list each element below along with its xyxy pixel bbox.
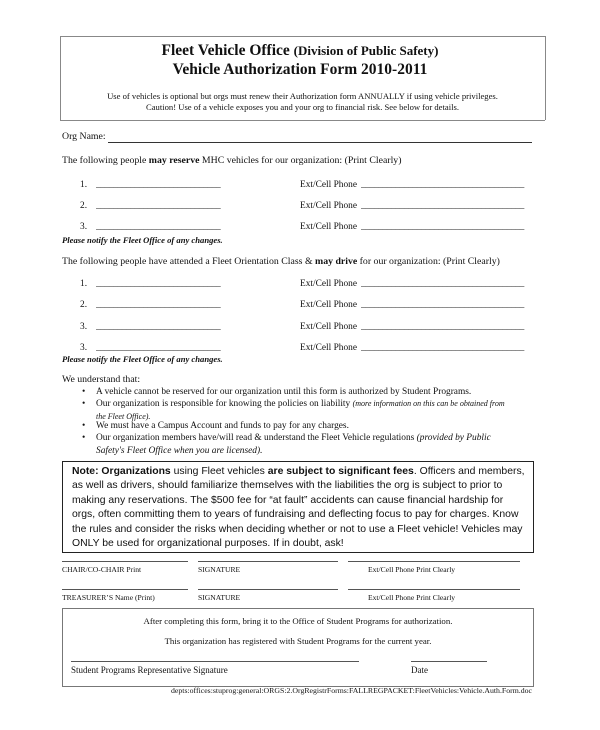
bullet-4-text: Our organization members have/will read & understand the Fleet Vehicle regulations: [96, 433, 417, 443]
drive-phone-label-3: Ext/Cell Phone: [300, 322, 358, 332]
reserve-phone-field-1[interactable]: ______________________________________: [361, 180, 524, 190]
reserve-lead-pre: The following people: [62, 155, 149, 166]
rep-signature-label: Student Programs Representative Signature: [71, 665, 228, 675]
drive-name-field-3[interactable]: _____________________________: [96, 322, 221, 332]
date-field[interactable]: [411, 661, 487, 662]
bullet-4-italic: (provided by Public Safety's Fleet Office when you are licensed).: [96, 433, 491, 456]
reserve-phone-label-3: Ext/Cell Phone: [300, 222, 358, 232]
reserve-name-field-1[interactable]: _____________________________: [96, 180, 221, 190]
reserve-notice: Please notify the Fleet Office of any changes.: [62, 235, 223, 245]
bullet-icon: •: [82, 421, 86, 431]
chair-print-label: CHAIR/CO-CHAIR Print: [62, 565, 142, 574]
org-name-field[interactable]: [108, 142, 532, 143]
reserve-name-field-2[interactable]: _____________________________: [96, 201, 221, 211]
rep-signature-field[interactable]: [71, 661, 359, 662]
reserve-num-3: 3.: [80, 222, 88, 232]
bullet-icon: •: [82, 399, 86, 409]
treasurer-phone-field[interactable]: [348, 589, 520, 590]
reserve-num-1: 1.: [80, 180, 88, 190]
understand-lead: We understand that:: [62, 374, 141, 385]
reserve-phone-field-2[interactable]: ______________________________________: [361, 201, 524, 211]
bullet-icon: •: [82, 433, 86, 443]
treasurer-signature-field[interactable]: [198, 589, 338, 590]
title-sub: (Division of Public Safety): [293, 43, 439, 58]
form-title: [0, 42, 600, 60]
intro-line-1: Use of vehicles is optional but orgs must renew their Authorization form ANNUALLY if using vehicle privileges.: [107, 91, 498, 101]
authorization-box: [62, 608, 534, 687]
drive-num-3-extra: 3.: [80, 343, 88, 353]
drive-intro: [62, 256, 500, 267]
fees-note-text: [72, 465, 528, 551]
understand-bullet-1: [82, 386, 536, 399]
bullet-3-text: We must have a Campus Account and funds to pay for any charges.: [96, 421, 349, 431]
chair-phone-field[interactable]: [348, 561, 520, 562]
reserve-name-field-3[interactable]: _____________________________: [96, 222, 221, 232]
drive-phone-label-4: Ext/Cell Phone: [300, 343, 358, 353]
drive-lead-post: for our organization: (Print Clearly): [357, 256, 500, 267]
drive-phone-field-3[interactable]: ______________________________________: [361, 322, 524, 332]
reserve-phone-field-3[interactable]: ______________________________________: [361, 222, 524, 232]
reserve-phone-label-2: Ext/Cell Phone: [300, 201, 358, 211]
drive-notice: Please notify the Fleet Office of any changes.: [62, 354, 223, 364]
drive-phone-field-2[interactable]: ______________________________________: [361, 300, 524, 310]
fees-note-box: [62, 461, 534, 553]
note-text-1: using Fleet vehicles: [170, 466, 268, 477]
drive-phone-field-1[interactable]: ______________________________________: [361, 279, 524, 289]
title-main: Fleet Vehicle Office: [161, 42, 290, 59]
reserve-num-2: 2.: [80, 201, 88, 211]
drive-lead-pre: The following people have attended a Fleet Orientation Class &: [62, 256, 316, 267]
drive-phone-field-4[interactable]: ______________________________________: [361, 343, 524, 353]
bullet-1-text: A vehicle cannot be reserved for our organization until this form is authorized by Student Programs.: [96, 387, 472, 397]
drive-name-field-4[interactable]: _____________________________: [96, 343, 221, 353]
chair-print-field[interactable]: [62, 561, 188, 562]
drive-name-field-1[interactable]: _____________________________: [96, 279, 221, 289]
header-frame-top: [60, 36, 545, 37]
treasurer-signature-label: SIGNATURE: [198, 593, 241, 602]
understand-bullet-3: [82, 420, 536, 433]
reserve-phone-label-1: Ext/Cell Phone: [300, 180, 358, 190]
drive-name-field-2[interactable]: _____________________________: [96, 300, 221, 310]
completion-line-1: After completing this form, bring it to the Office of Student Programs for authorization.: [143, 616, 453, 626]
reserve-lead-bold: may reserve: [148, 155, 200, 166]
treasurer-print-field[interactable]: [62, 589, 188, 590]
chair-phone-label: Ext/Cell Phone Print Clearly: [368, 565, 456, 574]
date-label: Date: [411, 665, 428, 675]
drive-num-1: 1.: [80, 279, 88, 289]
note-text-2: . Officers and members, as well as drivers, should familiarize themselves with the liabilities the org is subject to prior to making any reservations. The $500 fee for “at fault” accidents can cause financial hardship for orgs, often committing them to years of fundraising and deflecting focus to pay for charges. Know the rules and consider the risks when deciding whether or not to use a Fleet vehicle! Vehicles may ONLY be used for organizational purposes. If in doubt, ask!: [72, 466, 525, 550]
reserve-intro: [62, 155, 401, 166]
understand-bullet-4: [82, 432, 516, 457]
intro-text: [70, 91, 535, 113]
org-name-label: Org Name:: [62, 131, 106, 142]
note-bold-1: Note: Organizations: [72, 466, 171, 477]
header-divider: [60, 120, 545, 121]
completion-line-2: This organization has registered with Student Programs for the current year.: [164, 636, 432, 646]
reserve-lead-post: MHC vehicles for our organization: (Print Clearly): [199, 155, 402, 166]
drive-phone-label-1: Ext/Cell Phone: [300, 279, 358, 289]
drive-phone-label-2: Ext/Cell Phone: [300, 300, 358, 310]
bullet-2-text: Our organization is responsible for knowing the policies on liability: [96, 399, 353, 409]
treasurer-phone-label: Ext/Cell Phone Print Clearly: [368, 593, 456, 602]
treasurer-print-label: TREASURER’S Name (Print): [62, 593, 155, 602]
bullet-icon: •: [82, 387, 86, 397]
bullet-2-italic: (more information on this can be obtained from the Fleet Office).: [96, 399, 505, 421]
note-bold-2: are subject to significant fees: [267, 466, 414, 477]
chair-signature-field[interactable]: [198, 561, 338, 562]
form-subtitle: Vehicle Authorization Form 2010-2011: [172, 61, 428, 78]
drive-lead-bold: may drive: [315, 256, 358, 267]
drive-num-3: 3.: [80, 322, 88, 332]
drive-num-2: 2.: [80, 300, 88, 310]
chair-signature-label: SIGNATURE: [198, 565, 241, 574]
document-path-footer: depts:offices:stuprog:general:ORGS:2.OrgRegistrForms:FALLREGPACKET:FleetVehicles:Vehicle.Auth.Form.doc: [171, 686, 532, 695]
intro-line-2: Caution! Use of a vehicle exposes you and your org to financial risk. See below for details.: [146, 102, 459, 112]
